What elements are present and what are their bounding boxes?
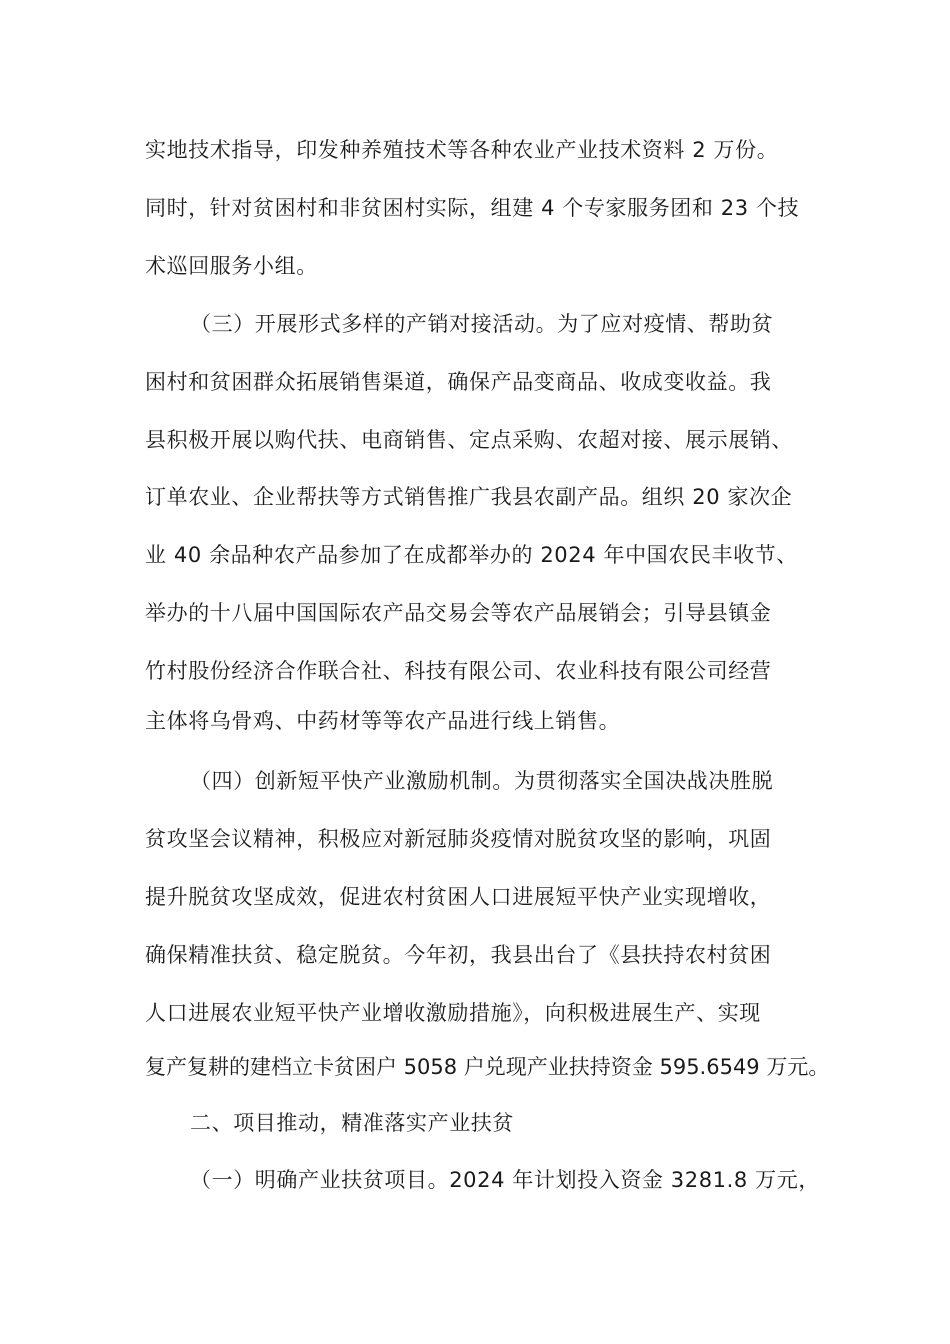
paragraph-line: 复产复耕的建档立卡贫困户 5058 户兑现产业扶持资金 595.6549 万元。 bbox=[145, 1055, 830, 1079]
paragraph-line: 主体将乌骨鸡、中药材等等农产品进行线上销售。 bbox=[145, 709, 621, 733]
paragraph-line: 人口进展农业短平快产业增收激励措施》，向积极进展生产、实现 bbox=[145, 1001, 761, 1025]
paragraph-line: （三）开展形式多样的产销对接活动。为了应对疫情、帮助贫 bbox=[190, 312, 774, 336]
paragraph-line: 提升脱贫攻坚成效，促进农村贫困人口进展短平快产业实现增收， bbox=[145, 885, 772, 909]
paragraph-line: 困村和贫困群众拓展销售渠道，确保产品变商品、收成变收益。我 bbox=[145, 370, 772, 394]
paragraph-line: （一）明确产业扶贫项目。2024 年计划投入资金 3281.8 万元， bbox=[190, 1168, 820, 1192]
paragraph-line: 同时，针对贫困村和非贫困村实际，组建 4 个专家服务团和 23 个技 bbox=[145, 196, 800, 220]
section-heading: 二、项目推动，精准落实产业扶贫 bbox=[190, 1111, 514, 1135]
paragraph-line: 业 40 余品种农产品参加了在成都举办的 2024 年中国农民丰收节、 bbox=[145, 543, 798, 567]
paragraph-line: 竹村股份经济合作联合社、科技有限公司、农业科技有限公司经营 bbox=[145, 659, 772, 683]
paragraph-line: 举办的十八届中国国际农产品交易会等农产品展销会；引导县镇金 bbox=[145, 601, 772, 625]
paragraph-line: 订单农业、企业帮扶等方式销售推广我县农副产品。组织 20 家次企 bbox=[145, 485, 793, 509]
paragraph-line: 贫攻坚会议精神，积极应对新冠肺炎疫情对脱贫攻坚的影响，巩固 bbox=[145, 827, 772, 851]
paragraph-line: 确保精准扶贫、稳定脱贫。今年初，我县出台了《县扶持农村贫困 bbox=[145, 943, 772, 967]
paragraph-line: 县积极开展以购代扶、电商销售、定点采购、农超对接、展示展销、 bbox=[145, 428, 793, 452]
paragraph-line: 术巡回服务小组。 bbox=[145, 254, 318, 278]
paragraph-line: （四）创新短平快产业激励机制。为贯彻落实全国决战决胜脱 bbox=[190, 769, 774, 793]
paragraph-line: 实地技术指导，印发种养殖技术等各种农业产业技术资料 2 万份。 bbox=[145, 138, 779, 162]
